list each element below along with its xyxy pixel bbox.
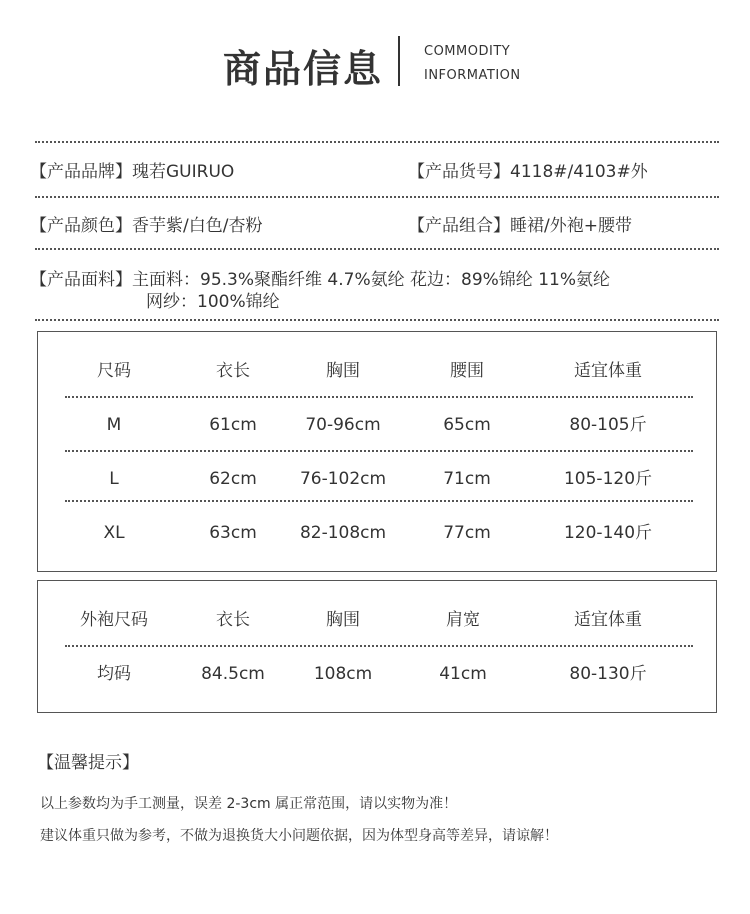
table-row bbox=[38, 513, 716, 553]
color-row bbox=[30, 211, 262, 236]
header-cell-weight: 适宜体重 bbox=[574, 361, 642, 381]
header-cell-bust: 胸围 bbox=[326, 361, 360, 381]
divider bbox=[35, 141, 719, 143]
table-cell: 77cm bbox=[443, 523, 491, 543]
header-cell-length: 衣长 bbox=[216, 361, 250, 381]
table-cell: 80-105斤 bbox=[569, 415, 647, 435]
table-cell: 均码 bbox=[97, 664, 131, 684]
header-cell-bust: 胸围 bbox=[326, 610, 360, 630]
fabric-value-line-2: 网纱：100%锦纶 bbox=[146, 292, 280, 312]
table-cell: 76-102cm bbox=[299, 469, 387, 489]
table-row bbox=[38, 654, 716, 694]
table-divider bbox=[65, 500, 693, 502]
table-divider bbox=[65, 645, 693, 647]
table-cell: 71cm bbox=[443, 469, 491, 489]
header-cell-weight: 适宜体重 bbox=[574, 610, 642, 630]
table-row bbox=[38, 459, 716, 499]
size-table bbox=[37, 331, 717, 572]
note-line-1: 以上参数均为手工测量，误差 2-3cm 属正常范围，请以实物为准！ bbox=[40, 796, 458, 812]
combo-row bbox=[408, 211, 632, 236]
color-value: 香芋紫/白色/杏粉 bbox=[132, 216, 263, 236]
note-line-2: 建议体重只做为参考，不做为退换货大小问题依据，因为体型身高等差异，请谅解！ bbox=[40, 828, 558, 844]
table-divider bbox=[65, 396, 693, 398]
table-row bbox=[38, 405, 716, 445]
header-cell-length: 衣长 bbox=[216, 610, 250, 630]
fabric-label: 【产品面料】 bbox=[30, 270, 132, 290]
brand-row bbox=[30, 157, 234, 182]
title-divider bbox=[398, 36, 400, 86]
table-cell: 61cm bbox=[209, 415, 257, 435]
table-cell: M bbox=[106, 415, 122, 435]
subtitle-line-1: COMMODITY bbox=[424, 44, 511, 59]
robe-table-header bbox=[38, 600, 716, 640]
combo-value: 睡裙/外袍+腰带 bbox=[510, 216, 632, 236]
color-label: 【产品颜色】 bbox=[30, 216, 132, 236]
sku-value: 4118#/4103#外 bbox=[510, 162, 648, 182]
size-table-header bbox=[38, 351, 716, 391]
table-cell: 108cm bbox=[313, 664, 373, 684]
divider bbox=[35, 248, 719, 250]
section-title: 商品信息 bbox=[223, 47, 384, 91]
table-cell: L bbox=[109, 469, 119, 489]
sku-label: 【产品货号】 bbox=[408, 162, 510, 182]
table-cell: 65cm bbox=[443, 415, 491, 435]
divider bbox=[35, 196, 719, 198]
brand-value: 瑰若GUIRUO bbox=[132, 162, 235, 182]
brand-label: 【产品品牌】 bbox=[30, 162, 132, 182]
table-cell: 63cm bbox=[209, 523, 257, 543]
table-cell: 41cm bbox=[439, 664, 487, 684]
header-cell-robe-size: 外袍尺码 bbox=[80, 610, 148, 630]
table-cell: 82-108cm bbox=[299, 523, 387, 543]
table-cell: XL bbox=[103, 523, 125, 543]
fabric-value-line-1: 主面料：95.3%聚酯纤维 4.7%氨纶 花边：89%锦纶 11%氨纶 bbox=[132, 270, 610, 290]
robe-size-table bbox=[37, 580, 717, 713]
header-cell-shoulder: 肩宽 bbox=[446, 610, 480, 630]
table-cell: 120-140斤 bbox=[563, 523, 653, 543]
notes-title: 【温馨提示】 bbox=[37, 753, 139, 773]
table-cell: 70-96cm bbox=[305, 415, 381, 435]
table-cell: 105-120斤 bbox=[563, 469, 653, 489]
section-header bbox=[0, 28, 750, 94]
divider bbox=[35, 319, 719, 321]
section-subtitle bbox=[424, 40, 521, 88]
table-cell: 84.5cm bbox=[201, 664, 265, 684]
combo-label: 【产品组合】 bbox=[408, 216, 510, 236]
table-cell: 62cm bbox=[209, 469, 257, 489]
subtitle-line-2: INFORMATION bbox=[424, 68, 521, 83]
header-cell-waist: 腰围 bbox=[450, 361, 484, 381]
table-cell: 80-130斤 bbox=[569, 664, 647, 684]
header-cell-size: 尺码 bbox=[97, 361, 131, 381]
sku-row bbox=[408, 157, 648, 182]
fabric-row bbox=[30, 265, 610, 290]
table-divider bbox=[65, 450, 693, 452]
